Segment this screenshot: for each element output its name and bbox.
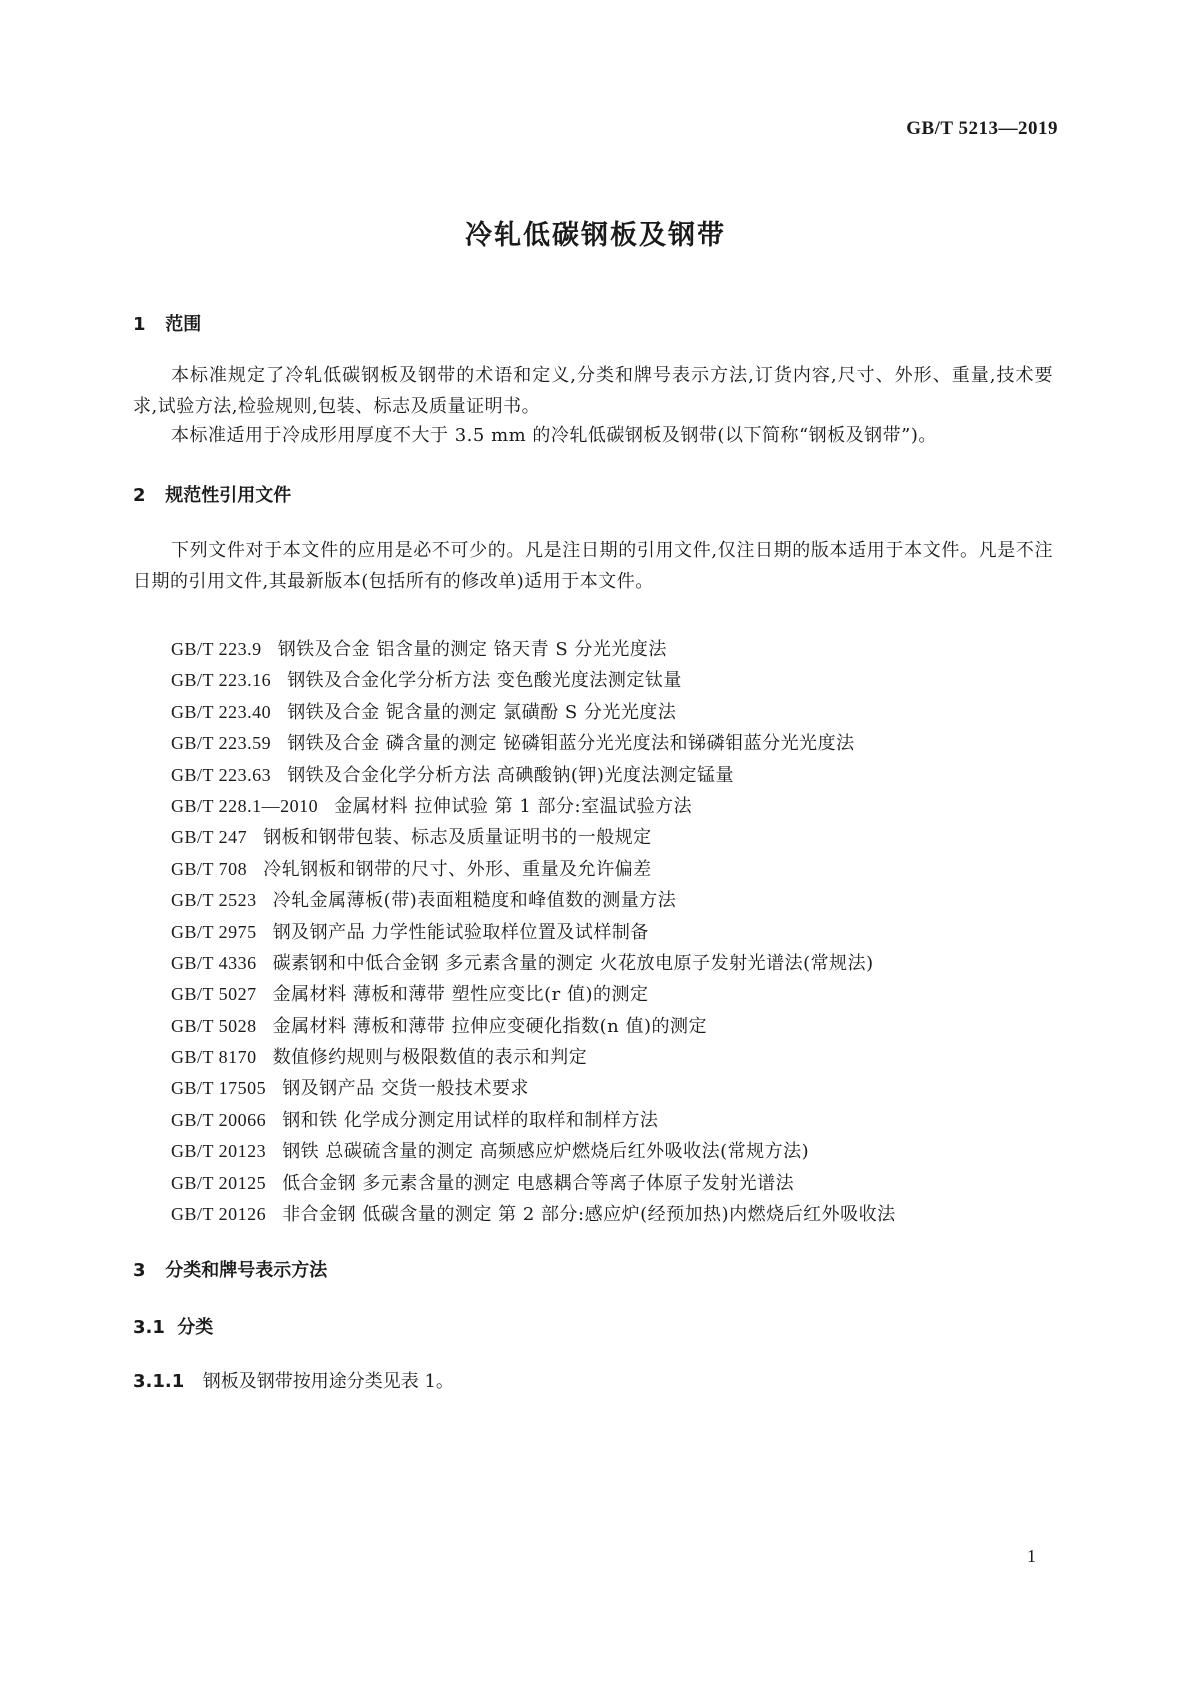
reference-item bbox=[171, 1011, 896, 1042]
reference-title: 钢板和钢带包装、标志及质量证明书的一般规定 bbox=[263, 827, 652, 849]
reference-title: 数值修约规则与极限数值的表示和判定 bbox=[272, 1047, 588, 1069]
reference-title: 钢铁及合金 磷含量的测定 铋磷钼蓝分光光度法和锑磷钼蓝分光光度法 bbox=[287, 733, 855, 755]
reference-title: 冷轧金属薄板(带)表面粗糙度和峰值数的测量方法 bbox=[272, 890, 677, 912]
section-1-title: 范围 bbox=[165, 314, 202, 335]
reference-title: 钢铁及合金 铌含量的测定 氯磺酚 S 分光光度法 bbox=[287, 701, 677, 723]
reference-code: GB/T 20125 bbox=[171, 1172, 267, 1193]
reference-code: GB/T 708 bbox=[171, 858, 248, 879]
clause-3-1-1-number: 3.1.1 bbox=[133, 1371, 185, 1392]
reference-item bbox=[171, 854, 896, 885]
reference-title: 碳素钢和中低合金钢 多元素含量的测定 火花放电原子发射光谱法(常规法) bbox=[272, 952, 874, 974]
section-3-1-number: 3.1 bbox=[133, 1317, 165, 1338]
reference-code: GB/T 2975 bbox=[171, 921, 257, 942]
section-3-title: 分类和牌号表示方法 bbox=[165, 1260, 328, 1281]
standard-number: GB/T 5213—2019 bbox=[906, 118, 1058, 139]
reference-code: GB/T 223.16 bbox=[171, 670, 272, 691]
reference-item bbox=[171, 979, 896, 1010]
reference-item bbox=[171, 885, 896, 916]
reference-title: 钢及钢产品 交货一般技术要求 bbox=[282, 1078, 529, 1100]
reference-code: GB/T 223.9 bbox=[171, 639, 262, 659]
reference-item bbox=[171, 1073, 896, 1104]
section-1-heading bbox=[133, 310, 201, 336]
section-1-number: 1 bbox=[133, 314, 146, 335]
reference-code: GB/T 223.40 bbox=[171, 701, 272, 722]
reference-code: GB/T 8170 bbox=[171, 1047, 257, 1068]
reference-title: 钢铁及合金化学分析方法 高碘酸钠(钾)光度法测定锰量 bbox=[287, 764, 734, 786]
reference-title: 非合金钢 低碳含量的测定 第 2 部分:感应炉(经预加热)内燃烧后红外吸收法 bbox=[282, 1204, 896, 1226]
reference-title: 钢铁及合金化学分析方法 变色酸光度法测定钛量 bbox=[287, 670, 682, 692]
section-2-title: 规范性引用文件 bbox=[165, 485, 292, 506]
reference-title: 金属材料 拉伸试验 第 1 部分:室温试验方法 bbox=[334, 795, 693, 817]
reference-code: GB/T 17505 bbox=[171, 1078, 267, 1099]
section-3-number: 3 bbox=[133, 1260, 146, 1281]
reference-code: GB/T 223.63 bbox=[171, 764, 272, 785]
section-3-1-title: 分类 bbox=[177, 1317, 214, 1338]
reference-code: GB/T 4336 bbox=[171, 952, 257, 973]
reference-title: 钢和铁 化学成分测定用试样的取样和制样方法 bbox=[282, 1109, 659, 1131]
reference-code: GB/T 2523 bbox=[171, 890, 257, 911]
section-2-heading bbox=[133, 481, 291, 507]
clause-3-1-1-text: 钢板及钢带按用途分类见表 1。 bbox=[202, 1371, 454, 1392]
section-3-heading bbox=[133, 1256, 327, 1282]
reference-code: GB/T 247 bbox=[171, 827, 248, 848]
reference-item bbox=[171, 728, 896, 759]
document-title: 冷轧低碳钢板及钢带 bbox=[465, 220, 726, 251]
reference-item bbox=[171, 1168, 896, 1199]
reference-code: GB/T 5028 bbox=[171, 1015, 257, 1036]
reference-item bbox=[171, 1199, 896, 1230]
reference-item bbox=[171, 917, 896, 948]
page-number: 1 bbox=[1027, 1546, 1036, 1566]
reference-code: GB/T 5027 bbox=[171, 984, 257, 1005]
reference-item bbox=[171, 948, 896, 979]
reference-title: 金属材料 薄板和薄带 塑性应变比(r 值)的测定 bbox=[272, 984, 649, 1006]
reference-item bbox=[171, 665, 896, 696]
section-3-1-heading bbox=[133, 1313, 213, 1339]
reference-title: 金属材料 薄板和薄带 拉伸应变硬化指数(n 值)的测定 bbox=[272, 1015, 707, 1037]
reference-item bbox=[171, 1136, 896, 1167]
reference-item bbox=[171, 697, 896, 728]
reference-code: GB/T 20123 bbox=[171, 1141, 267, 1162]
section-1-paragraph-2: 本标准适用于冷成形用厚度不大于 3.5 mm 的冷轧低碳钢板及钢带(以下简称“钢板及钢带”)。 bbox=[171, 425, 937, 446]
reference-item bbox=[171, 822, 896, 853]
reference-title: 钢铁 总碳硫含量的测定 高频感应炉燃烧后红外吸收法(常规方法) bbox=[282, 1141, 810, 1163]
reference-item bbox=[171, 634, 896, 665]
reference-title: 钢铁及合金 铝含量的测定 铬天青 S 分光光度法 bbox=[277, 639, 667, 660]
reference-code: GB/T 20066 bbox=[171, 1109, 267, 1130]
reference-item bbox=[171, 760, 896, 791]
reference-item bbox=[171, 1042, 896, 1073]
reference-title: 低合金钢 多元素含量的测定 电感耦合等离子体原子发射光谱法 bbox=[282, 1172, 795, 1194]
reference-code: GB/T 223.59 bbox=[171, 733, 272, 754]
normative-references-list bbox=[171, 634, 896, 1230]
clause-3-1-1 bbox=[133, 1367, 454, 1393]
section-1-paragraph-1: 本标准规定了冷轧低碳钢板及钢带的术语和定义,分类和牌号表示方法,订货内容,尺寸、外形、重量,技术要求,试验方法,检验规则,包装、标志及质量证明书。 bbox=[133, 365, 1053, 417]
reference-item bbox=[171, 1105, 896, 1136]
reference-code: GB/T 228.1—2010 bbox=[171, 795, 319, 816]
reference-item bbox=[171, 791, 896, 822]
reference-title: 冷轧钢板和钢带的尺寸、外形、重量及允许偏差 bbox=[263, 858, 652, 880]
reference-title: 钢及钢产品 力学性能试验取样位置及试样制备 bbox=[272, 921, 649, 943]
section-2-number: 2 bbox=[133, 485, 146, 506]
section-2-intro: 下列文件对于本文件的应用是必不可少的。凡是注日期的引用文件,仅注日期的版本适用于本文件。凡是不注日期的引用文件,其最新版本(包括所有的修改单)适用于本文件。 bbox=[133, 540, 1053, 592]
reference-code: GB/T 20126 bbox=[171, 1204, 267, 1225]
